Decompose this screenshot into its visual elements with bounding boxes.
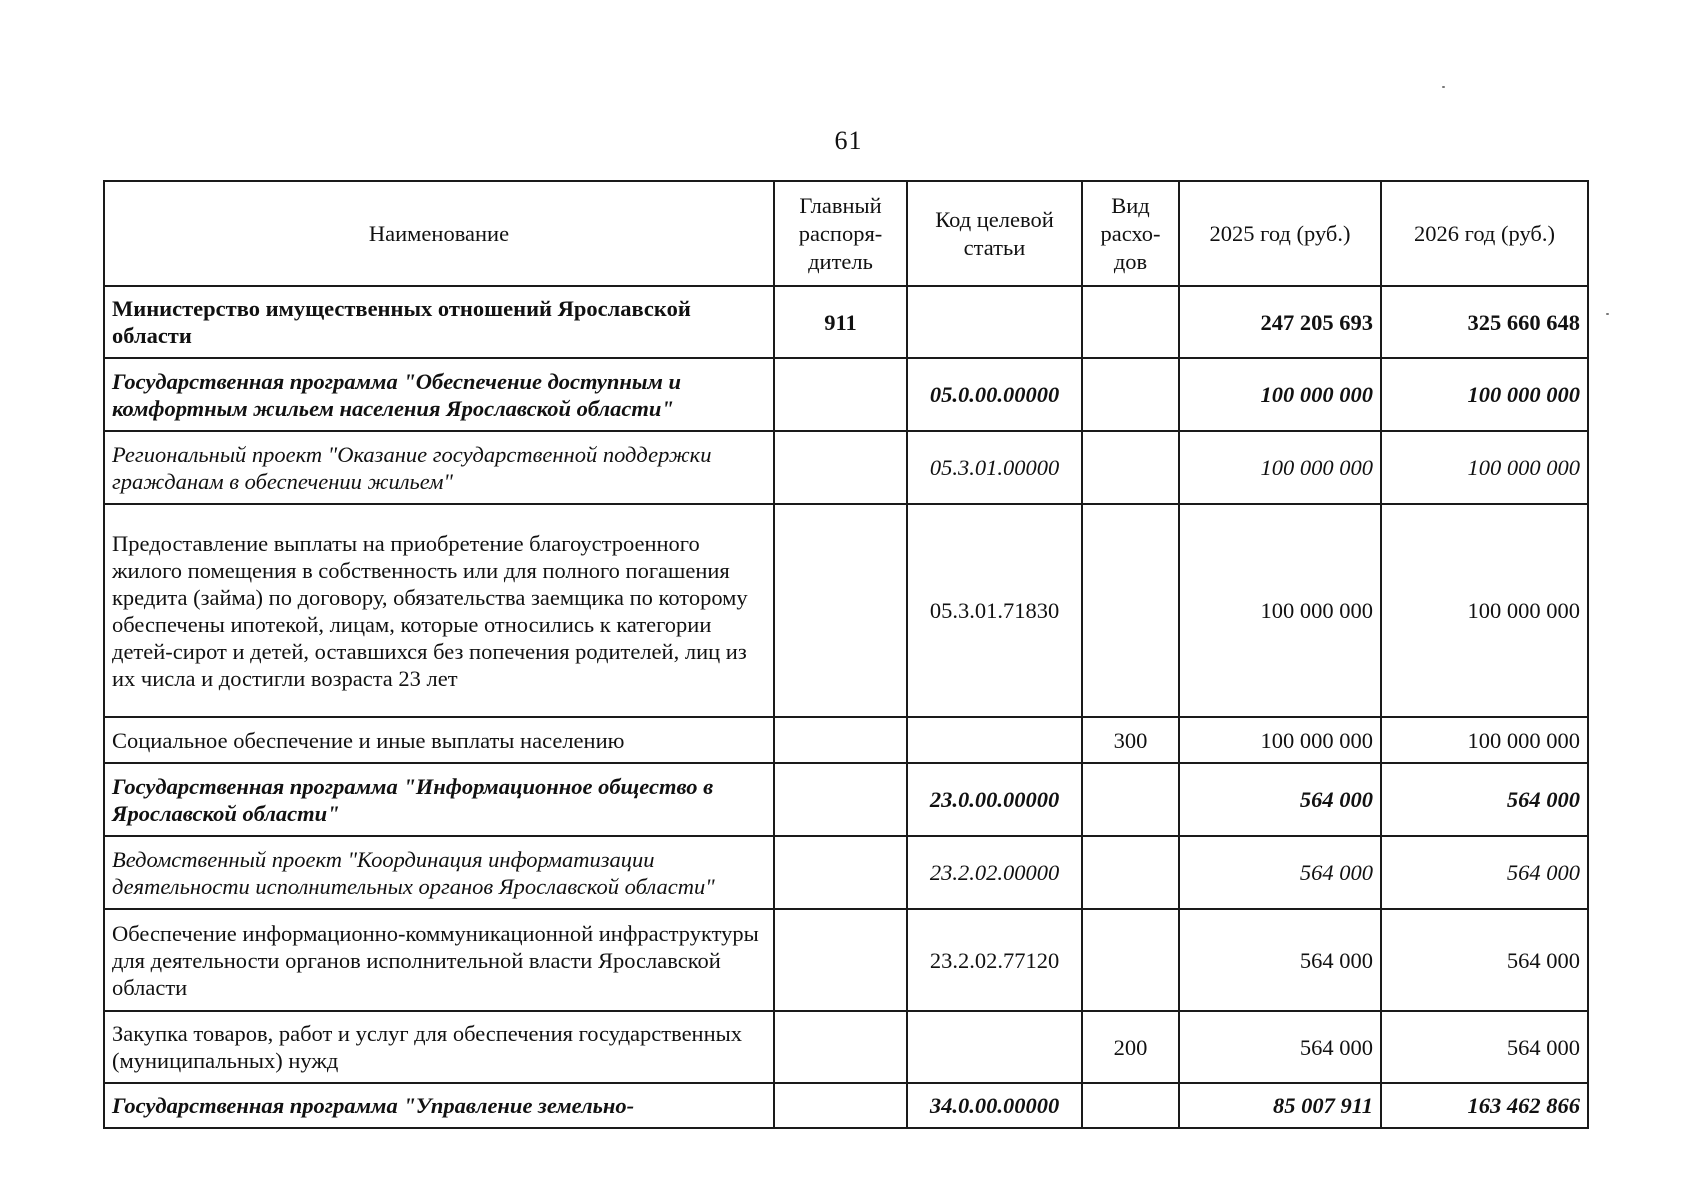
row-year-2025: 564 000 [1179,1011,1381,1083]
header-code: Код целевой статьи [907,181,1082,286]
row-year-2026: 100 000 000 [1381,717,1588,763]
table-row [104,431,1588,504]
row-distributor: 911 [774,286,907,358]
header-distributor: Главный распоря-дитель [774,181,907,286]
row-year-2025: 100 000 000 [1179,431,1381,504]
row-code: 23.2.02.00000 [907,836,1082,909]
row-code: 23.2.02.77120 [907,909,1082,1011]
header-name: Наименование [104,181,774,286]
row-distributor [774,1011,907,1083]
row-year-2025: 247 205 693 [1179,286,1381,358]
table-row [104,504,1588,717]
table-row [104,1011,1588,1083]
header-year-2026: 2026 год (руб.) [1381,181,1588,286]
row-expense-type [1082,504,1179,717]
row-distributor [774,1083,907,1128]
row-name: Государственная программа "Управление земельно- [104,1083,774,1128]
row-year-2025: 564 000 [1179,836,1381,909]
row-expense-type [1082,1083,1179,1128]
table-row [104,717,1588,763]
row-code: 05.3.01.00000 [907,431,1082,504]
row-year-2026: 100 000 000 [1381,358,1588,431]
row-name: Министерство имущественных отношений Ярославской области [104,286,774,358]
row-distributor [774,763,907,836]
row-name: Государственная программа "Обеспечение доступным и комфортным жильем населения Ярославской области" [104,358,774,431]
row-name: Государственная программа "Информационное общество в Ярославской области" [104,763,774,836]
row-year-2026: 325 660 648 [1381,286,1588,358]
row-expense-type: 300 [1082,717,1179,763]
row-expense-type [1082,763,1179,836]
row-year-2026: 100 000 000 [1381,504,1588,717]
table-row [104,909,1588,1011]
table-row [104,763,1588,836]
row-distributor [774,836,907,909]
row-code: 34.0.00.00000 [907,1083,1082,1128]
row-distributor [774,717,907,763]
page-number: 61 [834,126,863,155]
row-name: Предоставление выплаты на приобретение благоустроенного жилого помещения в собственность или для полного погашения кредита (займа) по договору, обязательства заемщика по которому обеспечены ипотекой, лицам, которые относились к категории детей-сирот и детей, оставшихся без попечения родителей, лиц из их числа и достигли возраста 23 лет [104,504,774,717]
scan-speck [1606,313,1609,315]
row-year-2025: 100 000 000 [1179,504,1381,717]
table-row [104,1083,1588,1128]
row-expense-type: 200 [1082,1011,1179,1083]
row-code: 23.0.00.00000 [907,763,1082,836]
row-expense-type [1082,909,1179,1011]
row-distributor [774,431,907,504]
row-name: Ведомственный проект "Координация информатизации деятельности исполнительных органов Ярославской области" [104,836,774,909]
row-distributor [774,504,907,717]
row-year-2026: 564 000 [1381,909,1588,1011]
row-year-2025: 100 000 000 [1179,358,1381,431]
row-code: 05.3.01.71830 [907,504,1082,717]
row-name: Закупка товаров, работ и услуг для обеспечения государственных (муниципальных) нужд [104,1011,774,1083]
row-distributor [774,358,907,431]
row-code: 05.0.00.00000 [907,358,1082,431]
row-year-2025: 564 000 [1179,909,1381,1011]
table-row [104,286,1588,358]
scan-speck [1442,86,1445,88]
row-code [907,286,1082,358]
row-name: Социальное обеспечение и иные выплаты населению [104,717,774,763]
row-year-2026: 564 000 [1381,763,1588,836]
row-year-2026: 564 000 [1381,836,1588,909]
header-year-2025: 2025 год (руб.) [1179,181,1381,286]
row-code [907,1011,1082,1083]
table-row [104,836,1588,909]
row-year-2026: 100 000 000 [1381,431,1588,504]
header-expense-type: Вид расхо-дов [1082,181,1179,286]
row-expense-type [1082,358,1179,431]
row-year-2025: 564 000 [1179,763,1381,836]
row-year-2025: 85 007 911 [1179,1083,1381,1128]
row-year-2026: 163 462 866 [1381,1083,1588,1128]
row-distributor [774,909,907,1011]
budget-table [103,180,1589,1129]
table-header-row [104,181,1588,286]
row-name: Обеспечение информационно-коммуникационной инфраструктуры для деятельности органов исполнительной власти Ярославской области [104,909,774,1011]
row-code [907,717,1082,763]
row-expense-type [1082,431,1179,504]
row-year-2025: 100 000 000 [1179,717,1381,763]
row-year-2026: 564 000 [1381,1011,1588,1083]
row-expense-type [1082,836,1179,909]
table-row [104,358,1588,431]
row-expense-type [1082,286,1179,358]
row-name: Региональный проект "Оказание государственной поддержки гражданам в обеспечении жильем" [104,431,774,504]
